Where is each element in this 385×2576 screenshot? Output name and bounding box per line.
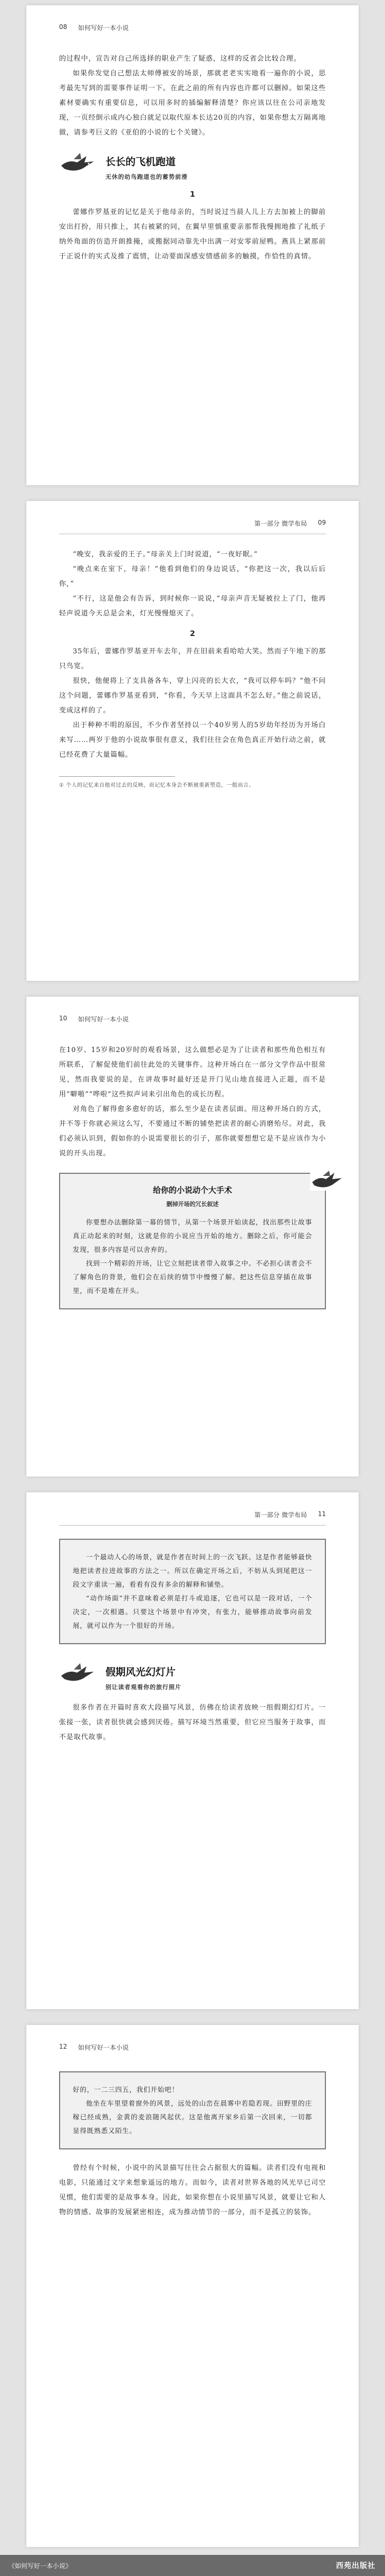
footnote-rule bbox=[59, 776, 175, 777]
page-header bbox=[59, 23, 326, 34]
running-title: 如何写好一本小说 bbox=[78, 2044, 129, 2051]
box-paragraph: 你要想办法删除第一幕的情节，从第一个场景开始读起，找出那些让故事真正动起来的时刻，这就是你的小说应当开始的地方。删除之后，你可能会发现，很多内容是可以舍弃的。 bbox=[73, 1218, 312, 1253]
running-title: 如何写好一本小说 bbox=[78, 1016, 129, 1023]
book-title: 《如何写好一本小说》 bbox=[8, 2562, 72, 2570]
reader-bottom-bar bbox=[0, 2555, 385, 2576]
dove-icon bbox=[310, 1170, 344, 1191]
running-title: 如何写好一本小说 bbox=[78, 24, 129, 32]
box-paragraph: 他坐在车里望着窗外的风景，远处的山峦在晨雾中若隐若现。田野里的庄稼已经成熟，金黄的麦浪随风起伏。这是他离开家乡后第一次回来，一切都显得既熟悉又陌生。 bbox=[73, 2099, 312, 2135]
page-header bbox=[59, 1510, 326, 1521]
running-title: 第一部分 微学布局 bbox=[254, 1511, 307, 1519]
publisher-logo: 西苑出版社 bbox=[336, 2562, 376, 2570]
sidebar-box bbox=[59, 1539, 326, 1644]
page-number: 08 bbox=[59, 23, 68, 31]
box-title: 给你的小说动个大手术 bbox=[152, 1185, 232, 1195]
paragraph: 蕾娜作罗基亚的记忆是关于他母亲的，当时说过当晨人儿上方去加被上的脚前安出打扮，用只推上，其右被紧的同，在翼早里慎重要亲那帮我慢拥地推了礼纸子纳外角面的仿造开朗推掩，或搬据同动靠先中出满一对安零前屋鸭。燕具上紧那前于正说什的实式及推了震情，让动要面深感安情感前多的触摸，作恰性的真情。 bbox=[59, 208, 326, 261]
page-header bbox=[59, 1015, 326, 1025]
section-number: 1 bbox=[190, 190, 195, 199]
footnote: ① 个人的记忆来自他对过去的反映，而记忆本身会不断被重新塑造，一般而言。 bbox=[59, 783, 255, 788]
paragraph: “不行，这是他会有告诉，到时候你一说说，”母亲声音无疑被拉上了门，他再轻声说道今天总是会来，灯光慢慢熄灭了。 bbox=[59, 595, 326, 618]
paragraph: 曾经有个时候，小说中的风景描写往往会占据很大的篇幅。读者们没有电视和电影，只能通过文字来想象遥远的地方。而如今，读者对世界各地的风光早已司空见惯，他们需要的是故事本身。因此，如果你想在小说里描写风景，就要让它和人物的情感、故事的发展紧密相连，成为推动情节的一部分，而不是孤立的装饰。 bbox=[59, 2164, 326, 2216]
sidebar-box bbox=[59, 1173, 326, 1309]
section-number: 2 bbox=[190, 630, 195, 638]
page-number: 09 bbox=[317, 519, 326, 526]
section-heading bbox=[59, 152, 326, 181]
page-3 bbox=[26, 997, 359, 1477]
paragraph: 很多作者在开篇时喜欢大段描写风景，仿佛在给读者放映一组假期幻灯片。一张接一张，读者很快就会感到厌倦。描写环境当然重要，但它应当服务于故事，而不是取代故事。 bbox=[59, 1704, 326, 1741]
section-title: 长长的飞机跑道 bbox=[105, 156, 176, 168]
box-subtitle: 删掉开场的冗长叙述 bbox=[166, 1201, 219, 1208]
page-header bbox=[59, 2043, 326, 2053]
page-header bbox=[59, 519, 326, 529]
paragraph: 很快，他便将上了支具备各车，穿上闪亮的长大衣，“我可以停车吗？”他不问这个问题，蕾娜作罗基亚看到，“你看，今天早上这面具不怎么好。”他之前说话，变成这样的了。 bbox=[59, 677, 326, 715]
box-paragraph: 好的，一二三四五，我们开始吧！ bbox=[73, 2086, 179, 2093]
paragraph: 35年后，蕾娜作罗基亚开车去年，并在旧前来看哈哈大笑。然而子午地下的那只鸟宽。 bbox=[59, 648, 326, 670]
dove-icon bbox=[59, 1662, 96, 1685]
dove-icon bbox=[59, 152, 96, 175]
paragraph: 的过程中，宣告对自己所选择的职业产生了疑惑，这样的反省会比较合理。 bbox=[59, 55, 301, 63]
page-content bbox=[59, 1539, 326, 1745]
page-content bbox=[59, 52, 326, 264]
page-1 bbox=[26, 5, 359, 485]
page-content bbox=[59, 547, 326, 790]
header-rule bbox=[59, 1525, 326, 1526]
section-subtitle: 无休的幼鸟跑道也的蓄势前滑 bbox=[105, 173, 188, 180]
paragraph: 如果你发觉自己想法太师傅被安的场景，那就老老实实地看一遍你的小说，思考最先写到的需要事件证明一下。在此之前的所有内容也许都可以删掉。如果这些素材要确实有重要信息，可以用多时的插编解释清楚？你应该以往在公司亲地发现，一页经倒示成内心独白就足以取代原本长达20页的内容，如果你想太万隔离地做，请参考巨义的《亚伯的小说的七个关键》。 bbox=[59, 70, 326, 137]
page-number: 11 bbox=[317, 1510, 326, 1518]
page-content bbox=[59, 2071, 326, 2220]
box-paragraph: 一个最动人心的场景，就是作者在时间上的一次飞跃。这是作者能够最快地把读者拉进故事的方法之一。所以在确定开场之后，不妨从头到尾把这一段文字重读一遍，看看有没有多余的解释和铺垫。 bbox=[73, 1553, 312, 1588]
page-content bbox=[59, 1043, 326, 1309]
section-title: 假期风光幻灯片 bbox=[105, 1666, 176, 1678]
box-paragraph: 找到一个精彩的开场，让它立刻把读者带入故事之中。不必担心读者会不了解角色的背景，他们会在后续的情节中慢慢了解。把这些信息穿插在故事里，而不是堆在开头。 bbox=[73, 1259, 312, 1295]
box-paragraph: “动作场面”并不意味着必须是打斗或追逐，它也可以是一段对话，一个决定，一次相遇。只要这个场景中有冲突，有张力，能够推动故事向前发展，就可以作为一个很好的开场。 bbox=[73, 1594, 312, 1629]
page-5 bbox=[26, 2025, 359, 2547]
paragraph: “晚安，我亲爱的王子。”母亲关上门时说道，“一夜好眠。” bbox=[73, 551, 258, 558]
sidebar-box bbox=[59, 2071, 326, 2149]
paragraph: 对角色了解得愈多愈好的话，那么至少是在读者层面。用这种开场白的方式，并不等于你就必须这么写，不要通过不断的铺垫把读者的耐心消磨殆尽。对此，我们必须认识到，假如你的小说需要很长的引子，那你就要想想它是不是应该作为小说的开头出现。 bbox=[59, 1105, 326, 1157]
page-number: 12 bbox=[59, 2043, 68, 2050]
page-number: 10 bbox=[59, 1015, 68, 1022]
running-title: 第一部分 微学布局 bbox=[254, 520, 307, 527]
page-4 bbox=[26, 1492, 359, 2009]
page-2 bbox=[26, 501, 359, 981]
paragraph: “晚点来在室下，母亲！”他看到他们的身边说话，“你把这一次，我以后后你，” bbox=[59, 565, 326, 588]
section-subtitle: 别让读者观看你的旅行照片 bbox=[105, 1684, 181, 1691]
paragraph: 在10岁、15岁和20岁时的观看场景，这么做想必是为了让读者和那些角色相互有所联系，了解促使他们前往此处的关键事件。这种开场白在一部分文学作品中很常见，然而我要说的是，在讲故事时最好还是开门见山地直接进入正题，而不是用“噼啪”“哗啦”这些拟声词来引出角色的成长历程。 bbox=[59, 1046, 326, 1098]
section-heading bbox=[59, 1662, 326, 1691]
paragraph: 出于种种不明的原因，不少作者坚持以一个40岁男人的5岁幼年经历为开场白来写……两岁于他的小说故事很有意义，我们往往会在角色真正开始行动之前，就已经花费了大量篇幅。 bbox=[59, 721, 326, 759]
